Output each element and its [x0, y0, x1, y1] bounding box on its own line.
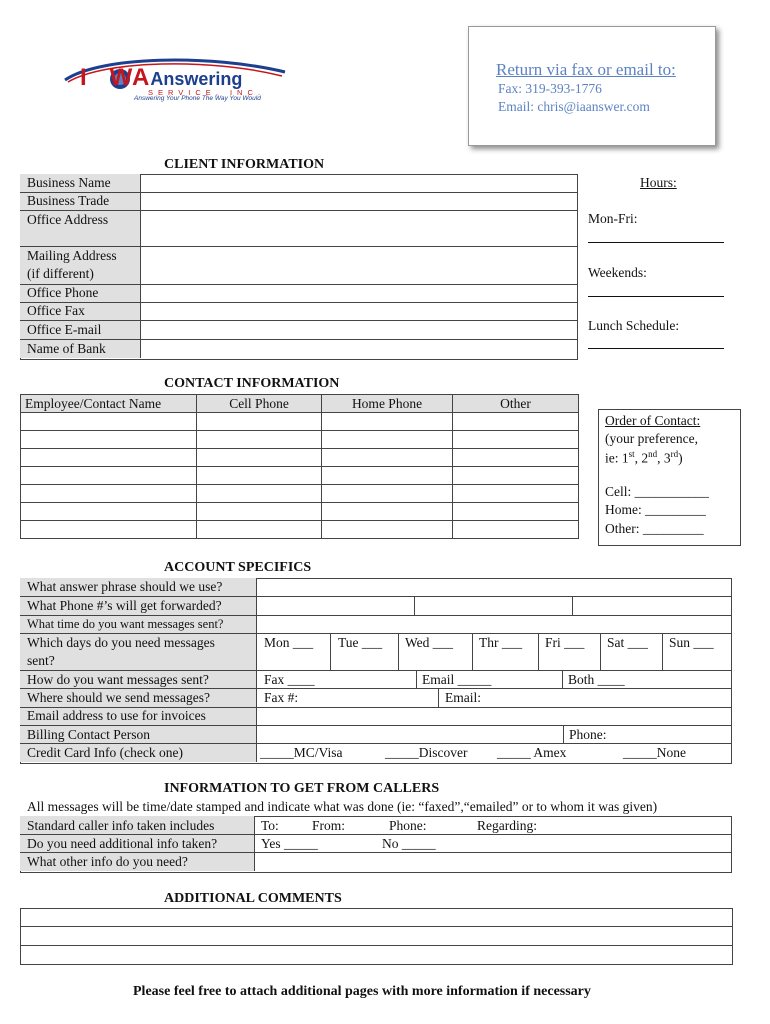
office-fax-label: Office Fax — [27, 303, 85, 318]
hours-mon-fri-label: Mon-Fri: — [588, 211, 638, 226]
account-col-divider — [662, 633, 663, 670]
invoice-email-field[interactable] — [258, 708, 728, 724]
other-cell[interactable] — [453, 467, 579, 485]
other-info-field[interactable] — [256, 853, 728, 870]
how-sent-email-field[interactable]: Email _____ — [422, 672, 492, 687]
hours-weekends-line[interactable] — [588, 296, 724, 297]
billing-phone-field[interactable]: Phone: — [569, 727, 607, 742]
account-row-divider — [20, 633, 731, 634]
table-row — [21, 485, 579, 503]
standard-phone: Phone: — [389, 818, 427, 833]
column-header: Cell Phone — [197, 395, 322, 413]
contact-name-cell[interactable] — [21, 413, 197, 431]
where-sent-email-field[interactable]: Email: — [445, 690, 481, 705]
account-row-divider — [20, 725, 731, 726]
table-row — [21, 521, 579, 539]
office-phone-field[interactable] — [142, 285, 575, 301]
cell-phone-cell[interactable] — [197, 431, 322, 449]
home-phone-cell[interactable] — [322, 431, 453, 449]
other-cell[interactable] — [453, 485, 579, 503]
account-col-divider — [600, 633, 601, 670]
other-cell[interactable] — [453, 413, 579, 431]
return-fax: Fax: 319-393-1776 — [498, 81, 602, 96]
table-row — [21, 431, 579, 449]
cell-phone-cell[interactable] — [197, 413, 322, 431]
where-sent-label: Where should we send messages? — [27, 690, 210, 705]
other-cell[interactable] — [453, 431, 579, 449]
phone-forwarded-label: What Phone #’s will get forwarded? — [27, 598, 222, 613]
additional-yes-option[interactable]: Yes _____ — [261, 836, 318, 851]
how-sent-label: How do you want messages sent? — [27, 672, 209, 687]
day-tue-field[interactable]: Tue ___ — [338, 635, 383, 650]
client-info-heading: CLIENT INFORMATION — [164, 157, 325, 172]
cc-discover-option[interactable]: _____Discover — [385, 745, 468, 760]
home-phone-cell[interactable] — [322, 449, 453, 467]
credit-card-label: Credit Card Info (check one) — [27, 745, 183, 760]
account-row-divider — [20, 688, 731, 689]
contact-name-cell[interactable] — [21, 467, 197, 485]
day-sun-field[interactable]: Sun ___ — [669, 635, 714, 650]
office-email-field[interactable] — [142, 321, 575, 338]
office-email-label: Office E-mail — [27, 322, 102, 337]
contact-name-cell[interactable] — [21, 521, 197, 539]
answer-phrase-field[interactable] — [258, 579, 728, 595]
logo-tagline: Answering Your Phone The Way You Would — [134, 95, 261, 102]
account-col-divider — [414, 596, 415, 615]
return-email: Email: chris@iaanswer.com — [498, 99, 650, 114]
contact-name-cell[interactable] — [21, 431, 197, 449]
contact-name-cell[interactable] — [21, 485, 197, 503]
other-cell[interactable] — [453, 449, 579, 467]
additional-info-label: Do you need additional info taken? — [27, 836, 218, 851]
account-col-divider — [438, 688, 439, 707]
account-col-divider — [563, 725, 564, 743]
column-header: Other — [453, 395, 579, 413]
order-home-field[interactable]: Home: _________ — [605, 502, 706, 517]
business-trade-label: Business Trade — [27, 193, 110, 208]
callers-row-divider — [20, 834, 731, 835]
other-cell[interactable] — [453, 521, 579, 539]
time-sent-field[interactable] — [258, 616, 728, 632]
cell-phone-cell[interactable] — [197, 521, 322, 539]
mailing-address-field[interactable] — [142, 247, 575, 283]
account-col-divider — [398, 633, 399, 670]
column-header: Home Phone — [322, 395, 453, 413]
business-name-field[interactable] — [142, 175, 575, 191]
how-sent-fax-field[interactable]: Fax ____ — [264, 672, 315, 687]
contact-name-cell[interactable] — [21, 503, 197, 521]
account-col-divider — [330, 633, 331, 670]
cell-phone-cell[interactable] — [197, 467, 322, 485]
account-row-divider — [20, 596, 731, 597]
office-address-field[interactable] — [142, 211, 575, 245]
contact-table-header — [21, 395, 579, 413]
comments-line-3[interactable] — [22, 946, 730, 962]
account-col-divider — [416, 670, 417, 688]
account-col-divider — [572, 596, 573, 615]
office-fax-field[interactable] — [142, 303, 575, 319]
standard-to: To: — [261, 818, 279, 833]
business-name-label: Business Name — [27, 175, 111, 190]
account-col-divider — [562, 670, 563, 688]
invoice-email-label: Email address to use for invoices — [27, 708, 206, 723]
bank-name-field[interactable] — [142, 340, 575, 357]
account-row-divider — [20, 743, 731, 744]
additional-no-option[interactable]: No _____ — [382, 836, 436, 851]
other-info-label: What other info do you need? — [27, 854, 188, 869]
day-wed-field[interactable]: Wed ___ — [405, 635, 454, 650]
contact-info-heading: CONTACT INFORMATION — [164, 376, 340, 391]
order-cell-field[interactable]: Cell: ___________ — [605, 484, 709, 499]
mailing-address-note: (if different) — [27, 266, 94, 281]
home-phone-cell[interactable] — [322, 503, 453, 521]
comments-heading: ADDITIONAL COMMENTS — [164, 891, 342, 906]
account-col-divider — [538, 633, 539, 670]
standard-info-label: Standard caller info taken includes — [27, 818, 215, 833]
contact-table — [20, 394, 579, 539]
day-mon-field[interactable]: Mon ___ — [264, 635, 314, 650]
account-row-divider — [20, 670, 731, 671]
where-sent-fax-field[interactable]: Fax #: — [264, 690, 299, 705]
table-row — [21, 413, 579, 431]
order-example: ie: 1st, 2nd, 3rd) — [605, 449, 683, 466]
mailing-address-label: Mailing Address — [27, 248, 117, 263]
bank-name-label: Name of Bank — [27, 341, 106, 356]
business-trade-field[interactable] — [142, 193, 575, 209]
standard-from: From: — [312, 818, 346, 833]
order-other-field[interactable]: Other: _________ — [605, 521, 704, 536]
cc-amex-option[interactable]: _____ Amex — [497, 745, 567, 760]
cell-phone-cell[interactable] — [197, 503, 322, 521]
other-cell[interactable] — [453, 503, 579, 521]
forwarded-phone-field-1[interactable] — [258, 598, 412, 614]
logo-subtitle: SERVICE, INC. — [148, 88, 265, 97]
home-phone-cell[interactable] — [322, 521, 453, 539]
hours-mon-fri-line[interactable] — [588, 242, 724, 243]
days-label-cont: sent? — [27, 653, 55, 668]
home-phone-cell[interactable] — [322, 485, 453, 503]
table-row — [21, 503, 579, 521]
table-row — [21, 467, 579, 485]
comments-line-1[interactable] — [22, 909, 730, 925]
cell-phone-cell[interactable] — [197, 485, 322, 503]
billing-contact-field[interactable] — [258, 727, 561, 743]
office-address-label: Office Address — [27, 212, 109, 227]
footer-note: Please feel free to attach additional pages with more information if necessary — [133, 984, 591, 999]
logo-wordmark: I WAAnswering — [80, 64, 243, 91]
account-specifics-heading: ACCOUNT SPECIFICS — [164, 560, 312, 575]
contact-name-cell[interactable] — [21, 449, 197, 467]
lunch-schedule-label: Lunch Schedule: — [588, 318, 680, 333]
cc-none-option[interactable]: _____None — [623, 745, 686, 760]
hours-title: Hours: — [640, 175, 677, 190]
return-title: Return via fax or email to: — [496, 60, 676, 79]
time-sent-label: What time do you want messages sent? — [27, 617, 224, 631]
day-fri-field[interactable]: Fri ___ — [545, 635, 585, 650]
how-sent-both-field[interactable]: Both ____ — [568, 672, 625, 687]
cc-mc-visa-option[interactable]: _____MC/Visa — [260, 745, 343, 760]
home-phone-cell[interactable] — [322, 467, 453, 485]
table-row — [21, 449, 579, 467]
forwarded-phone-field-3[interactable] — [574, 598, 728, 614]
callers-note: All messages will be time/date stamped and indicate what was done (ie: “faxed”,“emailed” or to whom it was given) — [27, 799, 658, 814]
cell-phone-cell[interactable] — [197, 449, 322, 467]
days-label: Which days do you need messages — [27, 635, 215, 650]
day-thr-field[interactable]: Thr ___ — [479, 635, 523, 650]
home-phone-cell[interactable] — [322, 413, 453, 431]
account-col-divider — [472, 633, 473, 670]
comments-line-2[interactable] — [22, 927, 730, 944]
answer-phrase-label: What answer phrase should we use? — [27, 579, 223, 594]
order-of-contact-title: Order of Contact: — [605, 413, 701, 428]
column-header: Employee/Contact Name — [21, 395, 197, 413]
billing-contact-label: Billing Contact Person — [27, 727, 150, 742]
day-sat-field[interactable]: Sat ___ — [607, 635, 648, 650]
forwarded-phone-field-2[interactable] — [416, 598, 570, 614]
standard-regarding: Regarding: — [477, 818, 537, 833]
callers-heading: INFORMATION TO GET FROM CALLERS — [164, 781, 440, 796]
hours-weekends-label: Weekends: — [588, 265, 647, 280]
lunch-schedule-line[interactable] — [588, 348, 724, 349]
office-phone-label: Office Phone — [27, 285, 99, 300]
order-preference-note: (your preference, — [605, 431, 698, 446]
